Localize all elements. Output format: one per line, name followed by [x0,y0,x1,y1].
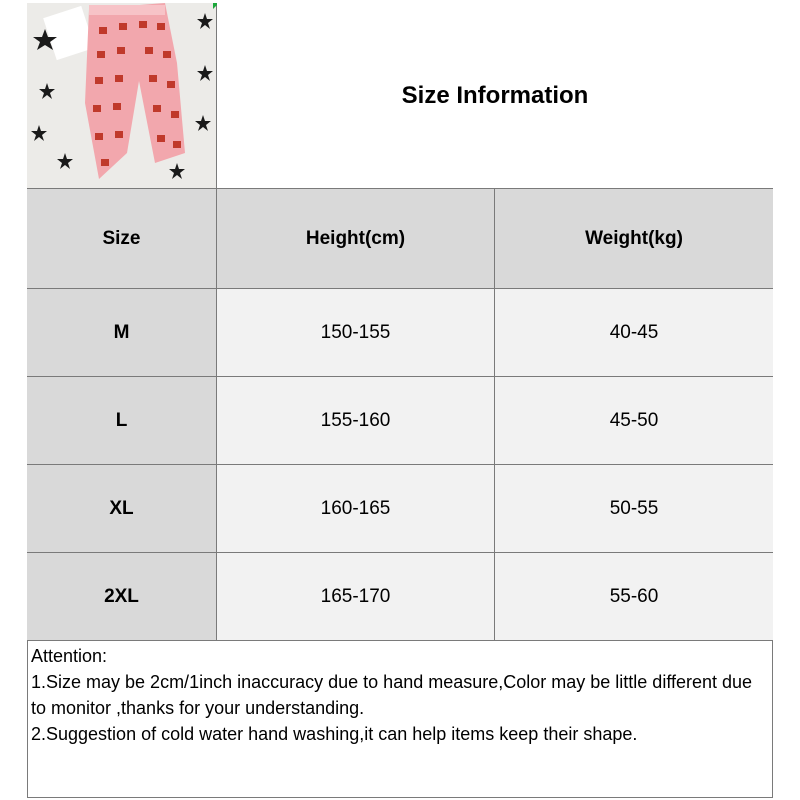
size-cell: M [27,289,217,377]
height-cell: 155-160 [217,377,495,465]
weight-cell: 45-50 [495,377,773,465]
pajama-pants-photo-icon [27,3,217,189]
notes-line-1: 1.Size may be 2cm/1inch inaccuracy due to hand measure,Color may be little different due to monitor ,thanks for your understanding. [31,672,753,718]
notes-heading: Attention: [31,646,108,666]
weight-cell: 40-45 [495,289,773,377]
weight-cell: 55-60 [495,553,773,641]
product-photo [27,3,217,189]
attention-notes [27,641,773,798]
height-cell: 165-170 [217,553,495,641]
size-cell: XL [27,465,217,553]
height-cell: 150-155 [217,289,495,377]
notes-line-2: 2.Suggestion of cold water hand washing,it can help items keep their shape. [31,724,638,744]
column-header-weight: Weight(kg) [495,189,773,289]
column-header-height: Height(cm) [217,189,495,289]
size-cell: L [27,377,217,465]
size-cell: 2XL [27,553,217,641]
chart-title: Size Information [217,3,773,189]
weight-cell: 50-55 [495,465,773,553]
column-header-size: Size [27,189,217,289]
height-cell: 160-165 [217,465,495,553]
